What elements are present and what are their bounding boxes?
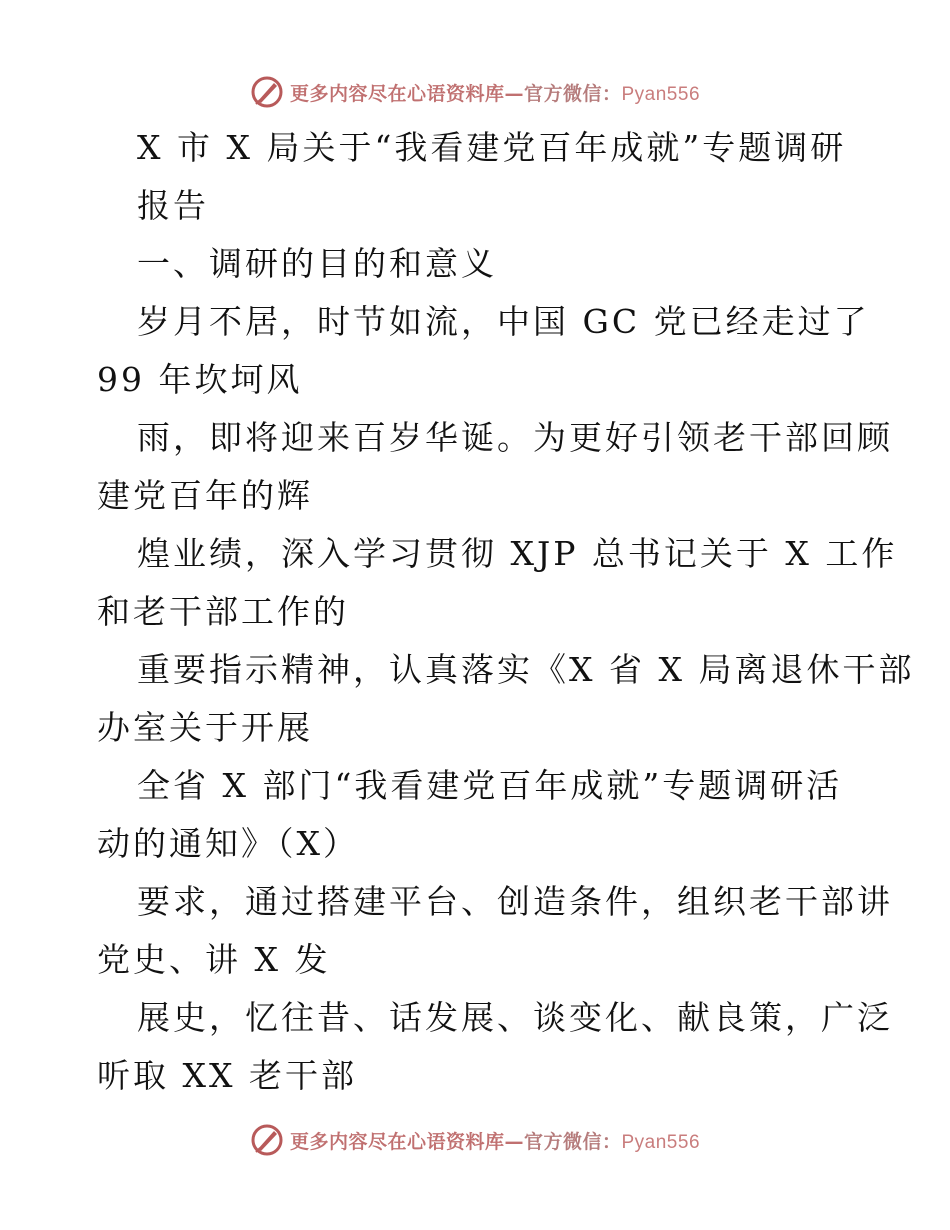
body-line: 和老干部工作的 xyxy=(97,592,349,631)
footer-watermark xyxy=(0,1118,950,1162)
document-title-line-2: 报告 xyxy=(137,186,209,225)
body-line: 99 年坎坷风 xyxy=(97,360,303,399)
watermark-official-label: 官方微信： xyxy=(523,82,622,105)
watermark-brand: 更多内容尽在心语资料库 xyxy=(289,1130,505,1153)
document-title-line-1: X 市 X 局关于“我看建党百年成就”专题调研 xyxy=(137,128,847,167)
body-line: 要求，通过搭建平台、创造条件，组织老干部讲 xyxy=(137,882,893,921)
body-line: 展史，忆往昔、话发展、谈变化、献良策，广泛 xyxy=(137,998,893,1037)
body-line: 建党百年的辉 xyxy=(97,476,313,515)
watermark-brand: 更多内容尽在心语资料库 xyxy=(289,82,505,105)
body-line: 党史、讲 X 发 xyxy=(97,940,331,979)
watermark-account: Pyan556 xyxy=(621,83,701,105)
watermark-dash: — xyxy=(504,82,524,105)
watermark-official-label: 官方微信： xyxy=(523,1130,622,1153)
body-line: 办室关于开展 xyxy=(97,708,313,747)
body-line: 岁月不居，时节如流，中国 GC 党已经走过了 xyxy=(137,302,870,341)
body-line: 煌业绩，深入学习贯彻 XJP 总书记关于 X 工作 xyxy=(137,534,898,573)
body-line: 动的通知》（X） xyxy=(97,824,359,863)
body-line: 重要指示精神，认真落实《X 省 X 局离退休干部 xyxy=(137,650,915,689)
section-heading: 一、调研的目的和意义 xyxy=(137,244,497,283)
body-line: 雨，即将迎来百岁华诞。为更好引领老干部回顾 xyxy=(137,418,893,457)
quill-pen-logo-icon xyxy=(250,1123,284,1157)
body-line: 听取 XX 老干部 xyxy=(97,1056,357,1095)
watermark-account: Pyan556 xyxy=(621,1131,701,1153)
watermark-text xyxy=(290,1127,700,1154)
body-line: 全省 X 部门“我看建党百年成就”专题调研活 xyxy=(137,766,843,805)
watermark-dash: — xyxy=(504,1130,524,1153)
